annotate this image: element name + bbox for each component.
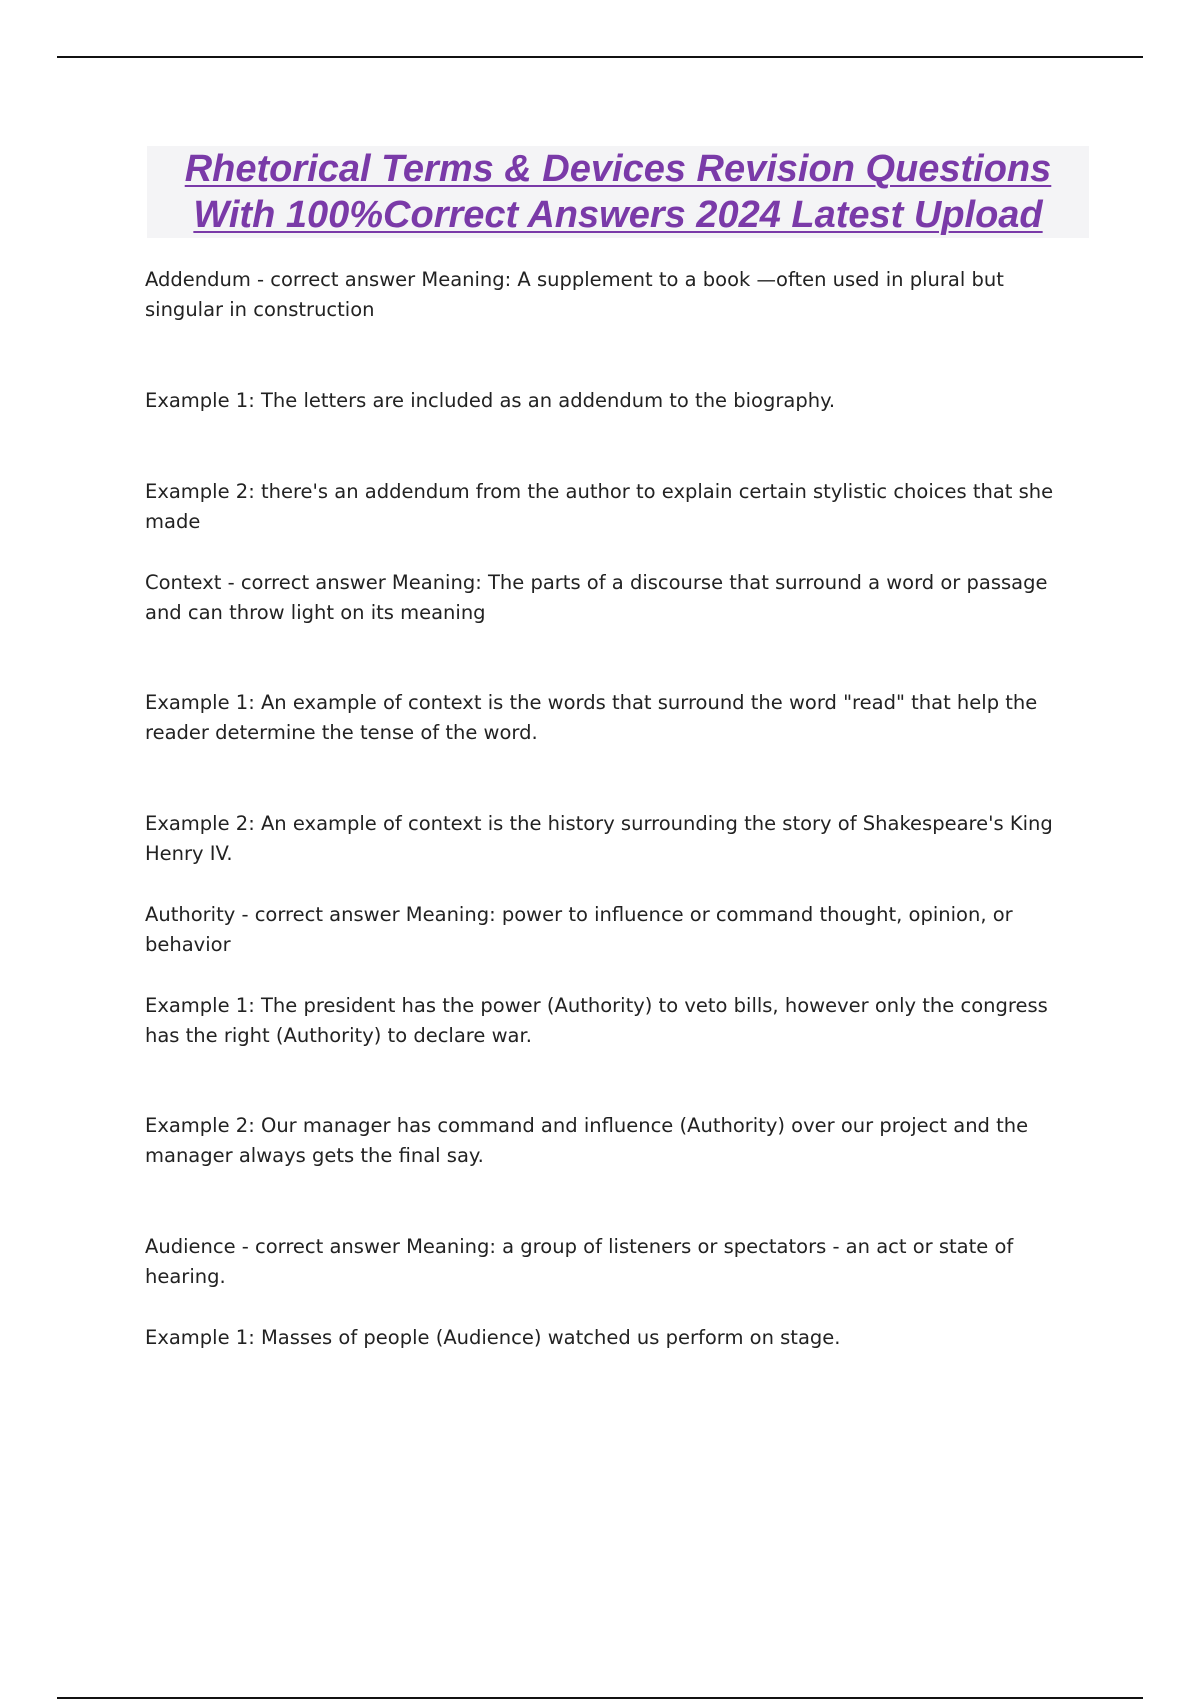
- paragraph-audience-definition: Audience - correct answer Meaning: a group of listeners or spectators - an act or state of hearing.: [145, 1235, 1014, 1288]
- paragraph-authority-definition: Authority - correct answer Meaning: power to influence or command thought, opinion, or behavior: [145, 903, 1013, 956]
- paragraph-context-example-2: Example 2: An example of context is the history surrounding the story of Shakespeare's King Henry IV.: [145, 812, 1053, 865]
- paragraph-context-example-1: Example 1: An example of context is the words that surround the word "read" that help the reader determine the tense of the word.: [145, 691, 1038, 744]
- top-rule: [57, 56, 1143, 58]
- paragraph-authority-example-1: Example 1: The president has the power (Authority) to veto bills, however only the congress has the right (Authority) to declare war.: [145, 994, 1048, 1047]
- paragraph-authority-example-2: Example 2: Our manager has command and influence (Authority) over our project and the manager always gets the final say.: [145, 1114, 1029, 1167]
- title-line-2: With 100%Correct Answers 2024 Latest Upload: [193, 194, 1043, 236]
- paragraph-audience-example-1: Example 1: Masses of people (Audience) watched us perform on stage.: [145, 1326, 841, 1349]
- paragraph-addendum-example-1: Example 1: The letters are included as an addendum to the biography.: [145, 389, 836, 412]
- document-title: [147, 146, 1089, 238]
- paragraph-addendum-definition: Addendum - correct answer Meaning: A supplement to a book —often used in plural but singular in construction: [145, 268, 1004, 321]
- paragraph-addendum-example-2: Example 2: there's an addendum from the author to explain certain stylistic choices that she made: [145, 480, 1054, 533]
- bottom-rule: [57, 1697, 1143, 1699]
- paragraph-context-definition: Context - correct answer Meaning: The parts of a discourse that surround a word or passage and can throw light on its meaning: [145, 571, 1048, 624]
- title-line-1: Rhetorical Terms & Devices Revision Questions: [184, 148, 1052, 190]
